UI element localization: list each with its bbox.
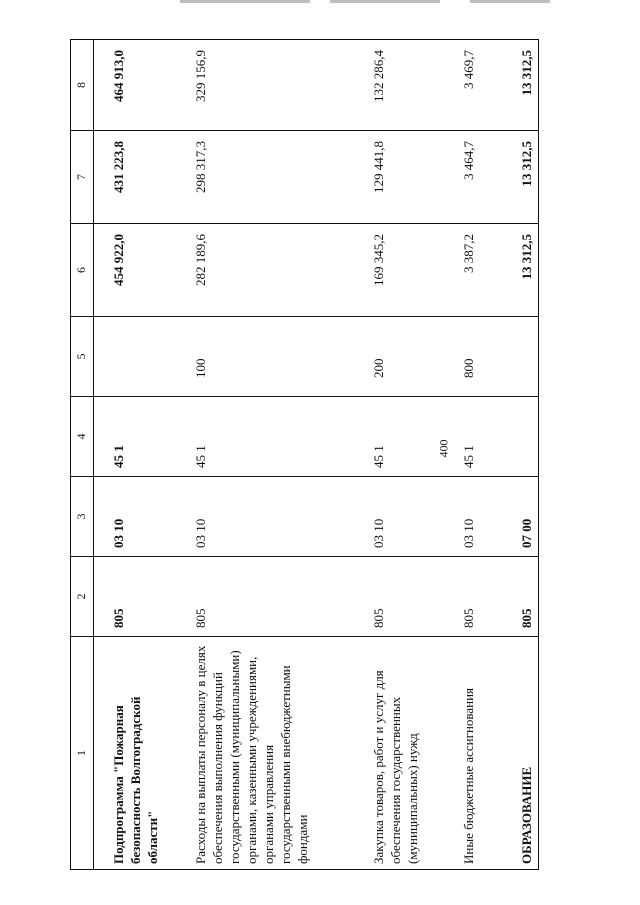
cell-c6: 454 922,0 bbox=[94, 224, 165, 317]
table-row bbox=[164, 40, 342, 870]
cell-c2: 805 bbox=[342, 557, 432, 637]
row-name: Подпрограмма "Пожарная безопасность Волгоградской области" bbox=[94, 637, 165, 870]
table-row bbox=[432, 40, 490, 870]
scan-edge-mark bbox=[330, 0, 440, 3]
cell-c3: 03 10 bbox=[94, 477, 165, 557]
table-row bbox=[94, 40, 165, 870]
cell-c6: 3 387,2 bbox=[432, 224, 490, 317]
cell-c4: 45 1 bbox=[164, 397, 342, 477]
cell-c4: 45 1 bbox=[432, 397, 490, 477]
cell-c6: 282 189,6 bbox=[164, 224, 342, 317]
cell-c6: 169 345,2 bbox=[342, 224, 432, 317]
cell-c4: 45 1 bbox=[342, 397, 432, 477]
cell-c5: 100 bbox=[164, 317, 342, 397]
cell-c7: 13 312,5 bbox=[490, 131, 539, 224]
header-cell: 6 bbox=[71, 224, 94, 317]
cell-c5: 800 bbox=[432, 317, 490, 397]
cell-c3: 03 10 bbox=[164, 477, 342, 557]
cell-c7: 129 441,8 bbox=[342, 131, 432, 224]
page-number: 400 bbox=[436, 439, 451, 458]
cell-c2: 805 bbox=[490, 557, 539, 637]
header-cell: 7 bbox=[71, 131, 94, 224]
cell-c4: 45 1 bbox=[94, 397, 165, 477]
cell-c8: 329 156,9 bbox=[164, 40, 342, 131]
cell-c2: 805 bbox=[432, 557, 490, 637]
cell-c8: 464 913,0 bbox=[94, 40, 165, 131]
scan-edge-mark bbox=[180, 0, 310, 3]
cell-c8: 3 469,7 bbox=[432, 40, 490, 131]
cell-c8: 132 286,4 bbox=[342, 40, 432, 131]
cell-c4 bbox=[490, 397, 539, 477]
header-cell: 2 bbox=[71, 557, 94, 637]
row-name: ОБРАЗОВАНИЕ bbox=[490, 637, 539, 870]
table-row bbox=[490, 40, 539, 870]
header-row bbox=[71, 40, 94, 870]
cell-c8: 13 312,5 bbox=[490, 40, 539, 131]
cell-c7: 298 317,3 bbox=[164, 131, 342, 224]
row-name: Закупка товаров, работ и услуг для обеспечения государственных (муниципальных) нужд bbox=[342, 637, 432, 870]
cell-c7: 3 464,7 bbox=[432, 131, 490, 224]
budget-table bbox=[70, 40, 539, 870]
cell-c2: 805 bbox=[94, 557, 165, 637]
header-cell: 5 bbox=[71, 317, 94, 397]
cell-c5 bbox=[94, 317, 165, 397]
scan-edge-mark bbox=[470, 0, 550, 3]
header-cell: 4 bbox=[71, 397, 94, 477]
cell-c6: 13 312,5 bbox=[490, 224, 539, 317]
cell-c2: 805 bbox=[164, 557, 342, 637]
row-name: Иные бюджетные ассигнования bbox=[432, 637, 490, 870]
cell-c3: 03 10 bbox=[432, 477, 490, 557]
table-row bbox=[342, 40, 432, 870]
cell-c7: 431 223,8 bbox=[94, 131, 165, 224]
cell-c5: 200 bbox=[342, 317, 432, 397]
header-cell: 1 bbox=[71, 637, 94, 870]
header-cell: 3 bbox=[71, 477, 94, 557]
cell-c3: 03 10 bbox=[342, 477, 432, 557]
header-cell: 8 bbox=[71, 40, 94, 131]
row-name: Расходы на выплаты персоналу в целях обеспечения выполнения функций государственными (муниципальными) органами, казенными учреждениями, органами управления государственными внебюджетными фондами bbox=[164, 637, 342, 870]
cell-c3: 07 00 bbox=[490, 477, 539, 557]
cell-c5 bbox=[490, 317, 539, 397]
